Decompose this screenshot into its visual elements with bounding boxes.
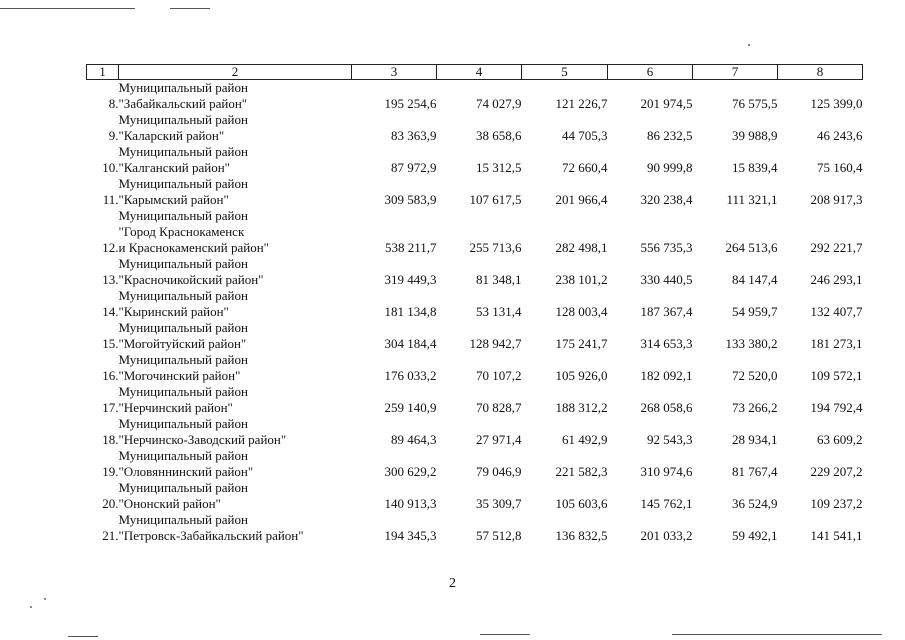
value-text: 201 966,4 xyxy=(555,192,608,207)
value-cell xyxy=(352,480,437,512)
value-cell xyxy=(693,112,778,144)
value-cell xyxy=(352,352,437,384)
value-cell xyxy=(352,176,437,208)
value-text: 304 184,4 xyxy=(384,336,437,351)
table-row xyxy=(87,448,863,480)
value-cell xyxy=(608,448,693,480)
row-index-text: 17. xyxy=(102,400,119,415)
table-row xyxy=(87,256,863,288)
value-text: 81 767,4 xyxy=(732,464,778,479)
value-cell xyxy=(693,176,778,208)
table-row xyxy=(87,144,863,176)
table-header-row xyxy=(87,65,863,80)
district-name-line: "Кыринский район" xyxy=(118,304,229,319)
value-cell xyxy=(778,144,863,176)
value-text: 46 243,6 xyxy=(817,128,863,143)
row-index-text: 21. xyxy=(102,528,119,543)
value-text: 133 380,2 xyxy=(725,336,778,351)
value-cell xyxy=(608,256,693,288)
table-row xyxy=(87,80,863,113)
value-text: 39 988,9 xyxy=(732,128,778,143)
value-cell xyxy=(522,384,608,416)
value-text: 35 309,7 xyxy=(476,496,522,511)
district-name-line: Муниципальный район xyxy=(118,416,248,431)
row-index-text: 15. xyxy=(102,336,119,351)
value-cell xyxy=(352,448,437,480)
district-name-line: Муниципальный район xyxy=(118,448,248,463)
row-index-text: 13. xyxy=(102,272,119,287)
table-row xyxy=(87,112,863,144)
column-header: 6 xyxy=(608,65,693,80)
value-text: 75 160,4 xyxy=(817,160,863,175)
district-name-line: "Ононский район" xyxy=(118,496,221,511)
district-name xyxy=(119,480,352,512)
row-index xyxy=(87,256,119,288)
district-name xyxy=(119,320,352,352)
value-text: 72 520,0 xyxy=(732,368,778,383)
value-cell xyxy=(437,288,522,320)
table-row xyxy=(87,288,863,320)
value-cell xyxy=(608,352,693,384)
value-cell xyxy=(778,512,863,544)
district-name xyxy=(119,144,352,176)
value-cell xyxy=(437,384,522,416)
value-cell xyxy=(522,80,608,113)
value-cell xyxy=(693,480,778,512)
value-text: 121 226,7 xyxy=(555,96,608,111)
district-name-line: "Нерчинско-Заводский район" xyxy=(118,432,287,447)
value-cell xyxy=(608,320,693,352)
value-cell xyxy=(693,448,778,480)
value-text: 70 107,2 xyxy=(476,368,522,383)
row-index-text: 20. xyxy=(102,496,119,511)
table-row xyxy=(87,320,863,352)
value-text: 63 609,2 xyxy=(817,432,863,447)
value-text: 36 524,9 xyxy=(732,496,778,511)
table-row xyxy=(87,384,863,416)
value-text: 73 266,2 xyxy=(732,400,778,415)
row-index xyxy=(87,176,119,208)
value-cell xyxy=(522,448,608,480)
district-name-line: Муниципальный район xyxy=(118,352,248,367)
value-text: 86 232,5 xyxy=(647,128,693,143)
value-cell xyxy=(352,512,437,544)
value-text: 264 513,6 xyxy=(725,240,778,255)
value-text: 92 543,3 xyxy=(647,432,693,447)
value-text: 53 131,4 xyxy=(476,304,522,319)
value-text: 87 972,9 xyxy=(391,160,437,175)
district-name-line: Муниципальный район xyxy=(118,288,248,303)
value-text: 188 312,2 xyxy=(555,400,608,415)
value-text: 111 321,1 xyxy=(726,192,778,207)
row-index-text: 9. xyxy=(108,128,119,143)
value-cell xyxy=(522,144,608,176)
value-text: 229 207,2 xyxy=(810,464,863,479)
district-name-line: Муниципальный район xyxy=(118,384,248,399)
district-name-line: "Петровск-Забайкальский район" xyxy=(118,528,304,543)
district-name-line: Муниципальный район xyxy=(118,320,248,335)
value-cell xyxy=(778,320,863,352)
row-index xyxy=(87,416,119,448)
value-cell xyxy=(522,208,608,256)
district-name-line: "Карымский район" xyxy=(118,192,229,207)
column-header: 5 xyxy=(522,65,608,80)
value-text: 556 735,3 xyxy=(640,240,693,255)
district-name xyxy=(119,288,352,320)
value-text: 194 345,3 xyxy=(384,528,437,543)
value-text: 109 572,1 xyxy=(810,368,863,383)
value-text: 70 828,7 xyxy=(476,400,522,415)
value-text: 89 464,3 xyxy=(391,432,437,447)
value-cell xyxy=(608,208,693,256)
table-row xyxy=(87,416,863,448)
district-name-line: "Могойтуйский район" xyxy=(118,336,247,351)
value-cell xyxy=(608,384,693,416)
value-cell xyxy=(352,416,437,448)
value-cell xyxy=(778,80,863,113)
value-text: 72 660,4 xyxy=(562,160,608,175)
value-cell xyxy=(608,176,693,208)
value-text: 182 092,1 xyxy=(640,368,693,383)
value-cell xyxy=(522,480,608,512)
value-text: 107 617,5 xyxy=(469,192,522,207)
table-body xyxy=(87,80,863,545)
row-index xyxy=(87,208,119,256)
value-text: 59 492,1 xyxy=(732,528,778,543)
value-text: 136 832,5 xyxy=(555,528,608,543)
district-name xyxy=(119,208,352,256)
district-name xyxy=(119,176,352,208)
value-cell xyxy=(608,80,693,113)
value-text: 141 541,1 xyxy=(810,528,863,543)
value-cell xyxy=(693,416,778,448)
value-text: 201 974,5 xyxy=(640,96,693,111)
district-name-line: Муниципальный район xyxy=(118,512,248,527)
value-cell xyxy=(778,288,863,320)
value-text: 79 046,9 xyxy=(476,464,522,479)
row-index xyxy=(87,320,119,352)
value-text: 319 449,3 xyxy=(384,272,437,287)
value-cell xyxy=(693,384,778,416)
value-text: 246 293,1 xyxy=(810,272,863,287)
value-cell xyxy=(608,144,693,176)
district-name-line: "Забайкальский район" xyxy=(118,96,248,111)
value-cell xyxy=(437,256,522,288)
row-index xyxy=(87,512,119,544)
value-text: 125 399,0 xyxy=(810,96,863,111)
row-index xyxy=(87,80,119,113)
column-header: 4 xyxy=(437,65,522,80)
value-text: 57 512,8 xyxy=(476,528,522,543)
value-cell xyxy=(522,288,608,320)
row-index-text: 19. xyxy=(102,464,119,479)
value-cell xyxy=(437,352,522,384)
page-number: 2 xyxy=(449,576,456,591)
value-cell xyxy=(437,512,522,544)
value-cell xyxy=(778,208,863,256)
value-text: 194 792,4 xyxy=(810,400,863,415)
district-name-line: Муниципальный район xyxy=(118,176,248,191)
value-text: 195 254,6 xyxy=(384,96,437,111)
district-name-line: "Оловяннинский район" xyxy=(118,464,254,479)
column-header: 1 xyxy=(87,65,119,80)
value-cell xyxy=(778,384,863,416)
row-index xyxy=(87,384,119,416)
table-row xyxy=(87,480,863,512)
value-text: 300 629,2 xyxy=(384,464,437,479)
value-cell xyxy=(608,416,693,448)
value-text: 310 974,6 xyxy=(640,464,693,479)
value-text: 255 713,6 xyxy=(469,240,522,255)
district-name-line: Муниципальный район xyxy=(118,480,248,495)
value-text: 15 312,5 xyxy=(476,160,522,175)
scan-line-bottom-right xyxy=(672,634,882,635)
value-cell xyxy=(352,256,437,288)
value-cell xyxy=(522,320,608,352)
value-text: 314 653,3 xyxy=(640,336,693,351)
value-cell xyxy=(693,352,778,384)
value-text: 132 407,7 xyxy=(810,304,863,319)
value-cell xyxy=(693,288,778,320)
value-text: 28 934,1 xyxy=(732,432,778,447)
value-cell xyxy=(437,448,522,480)
value-text: 145 762,1 xyxy=(640,496,693,511)
district-name-line: "Калганский район" xyxy=(118,160,230,175)
value-cell xyxy=(522,352,608,384)
row-index xyxy=(87,144,119,176)
value-cell xyxy=(352,384,437,416)
value-cell xyxy=(608,512,693,544)
value-cell xyxy=(693,512,778,544)
district-name xyxy=(119,256,352,288)
value-text: 330 440,5 xyxy=(640,272,693,287)
district-name-line: Муниципальный район xyxy=(118,208,248,223)
value-cell xyxy=(778,352,863,384)
value-cell xyxy=(778,480,863,512)
district-name xyxy=(119,512,352,544)
value-text: 90 999,8 xyxy=(647,160,693,175)
value-cell xyxy=(522,416,608,448)
value-cell xyxy=(522,176,608,208)
row-index-text: 12. xyxy=(102,240,119,255)
district-name xyxy=(119,80,352,113)
value-text: 76 575,5 xyxy=(732,96,778,111)
district-name-line: Муниципальный район xyxy=(118,112,248,127)
value-cell xyxy=(608,288,693,320)
value-text: 259 140,9 xyxy=(384,400,437,415)
scan-speck xyxy=(748,44,750,46)
value-text: 176 033,2 xyxy=(384,368,437,383)
value-text: 181 134,8 xyxy=(384,304,437,319)
scan-speck xyxy=(30,606,32,608)
row-index xyxy=(87,352,119,384)
row-index xyxy=(87,480,119,512)
table-row xyxy=(87,176,863,208)
value-cell xyxy=(693,320,778,352)
scan-line-bottom-mid xyxy=(480,634,530,635)
value-cell xyxy=(778,176,863,208)
value-cell xyxy=(608,480,693,512)
value-cell xyxy=(352,80,437,113)
scan-speck xyxy=(44,598,46,600)
value-cell xyxy=(437,176,522,208)
row-index xyxy=(87,448,119,480)
value-text: 175 241,7 xyxy=(555,336,608,351)
value-text: 181 273,1 xyxy=(810,336,863,351)
value-text: 320 238,4 xyxy=(640,192,693,207)
value-cell xyxy=(778,448,863,480)
district-name-line: Муниципальный район xyxy=(118,80,248,95)
value-cell xyxy=(352,112,437,144)
value-cell xyxy=(352,288,437,320)
value-text: 268 058,6 xyxy=(640,400,693,415)
value-text: 282 498,1 xyxy=(555,240,608,255)
value-cell xyxy=(437,416,522,448)
value-text: 128 003,4 xyxy=(555,304,608,319)
budget-table xyxy=(86,64,863,544)
value-cell xyxy=(437,112,522,144)
district-name xyxy=(119,112,352,144)
value-cell xyxy=(352,320,437,352)
value-cell xyxy=(437,208,522,256)
district-name-line: и Краснокаменский район" xyxy=(118,240,269,255)
value-cell xyxy=(693,256,778,288)
table-row xyxy=(87,352,863,384)
district-name-line: Муниципальный район xyxy=(118,256,248,271)
value-text: 140 913,3 xyxy=(384,496,437,511)
row-index xyxy=(87,112,119,144)
value-text: 105 603,6 xyxy=(555,496,608,511)
value-text: 44 705,3 xyxy=(562,128,608,143)
value-cell xyxy=(437,320,522,352)
row-index-text: 11. xyxy=(102,192,119,207)
district-name xyxy=(119,384,352,416)
value-text: 208 917,3 xyxy=(810,192,863,207)
value-text: 81 348,1 xyxy=(476,272,522,287)
row-index-text: 14. xyxy=(102,304,119,319)
scan-line-top xyxy=(0,8,135,9)
scan-line-top-2 xyxy=(170,8,210,9)
column-header: 2 xyxy=(119,65,352,80)
value-cell xyxy=(693,208,778,256)
value-text: 187 367,4 xyxy=(640,304,693,319)
row-index-text: 10. xyxy=(102,160,119,175)
value-text: 221 582,3 xyxy=(555,464,608,479)
value-cell xyxy=(608,112,693,144)
value-text: 109 237,2 xyxy=(810,496,863,511)
district-name-line: "Красночикойский район" xyxy=(118,272,264,287)
value-cell xyxy=(693,80,778,113)
value-cell xyxy=(778,256,863,288)
row-index xyxy=(87,288,119,320)
district-name-line: "Могочинский район" xyxy=(118,368,241,383)
district-name-line: "Каларский район" xyxy=(118,128,225,143)
row-index-text: 8. xyxy=(108,96,119,111)
value-text: 309 583,9 xyxy=(384,192,437,207)
row-index-text: 18. xyxy=(102,432,119,447)
district-name xyxy=(119,416,352,448)
value-text: 128 942,7 xyxy=(469,336,522,351)
value-text: 538 211,7 xyxy=(384,240,437,255)
value-cell xyxy=(522,256,608,288)
value-cell xyxy=(778,416,863,448)
value-cell xyxy=(352,208,437,256)
scan-line-bottom-left xyxy=(68,636,98,637)
value-cell xyxy=(352,144,437,176)
column-header: 8 xyxy=(778,65,863,80)
value-cell xyxy=(437,144,522,176)
value-text: 201 033,2 xyxy=(640,528,693,543)
value-cell xyxy=(437,80,522,113)
value-text: 61 492,9 xyxy=(562,432,608,447)
district-name xyxy=(119,448,352,480)
value-text: 15 839,4 xyxy=(732,160,778,175)
value-text: 238 101,2 xyxy=(555,272,608,287)
value-text: 27 971,4 xyxy=(476,432,522,447)
district-name xyxy=(119,352,352,384)
row-index-text: 16. xyxy=(102,368,119,383)
value-text: 105 926,0 xyxy=(555,368,608,383)
value-text: 84 147,4 xyxy=(732,272,778,287)
table-row xyxy=(87,208,863,256)
column-header: 3 xyxy=(352,65,437,80)
district-name-line: "Город Краснокаменск xyxy=(118,224,245,239)
value-text: 292 221,7 xyxy=(810,240,863,255)
value-text: 38 658,6 xyxy=(476,128,522,143)
value-cell xyxy=(693,144,778,176)
value-cell xyxy=(778,112,863,144)
district-name-line: Муниципальный район xyxy=(118,144,248,159)
value-text: 54 959,7 xyxy=(732,304,778,319)
value-text: 83 363,9 xyxy=(391,128,437,143)
table-row xyxy=(87,512,863,544)
value-cell xyxy=(522,112,608,144)
value-text: 74 027,9 xyxy=(476,96,522,111)
value-cell xyxy=(437,480,522,512)
district-name-line: "Нерчинский район" xyxy=(118,400,233,415)
column-header: 7 xyxy=(693,65,778,80)
value-cell xyxy=(522,512,608,544)
